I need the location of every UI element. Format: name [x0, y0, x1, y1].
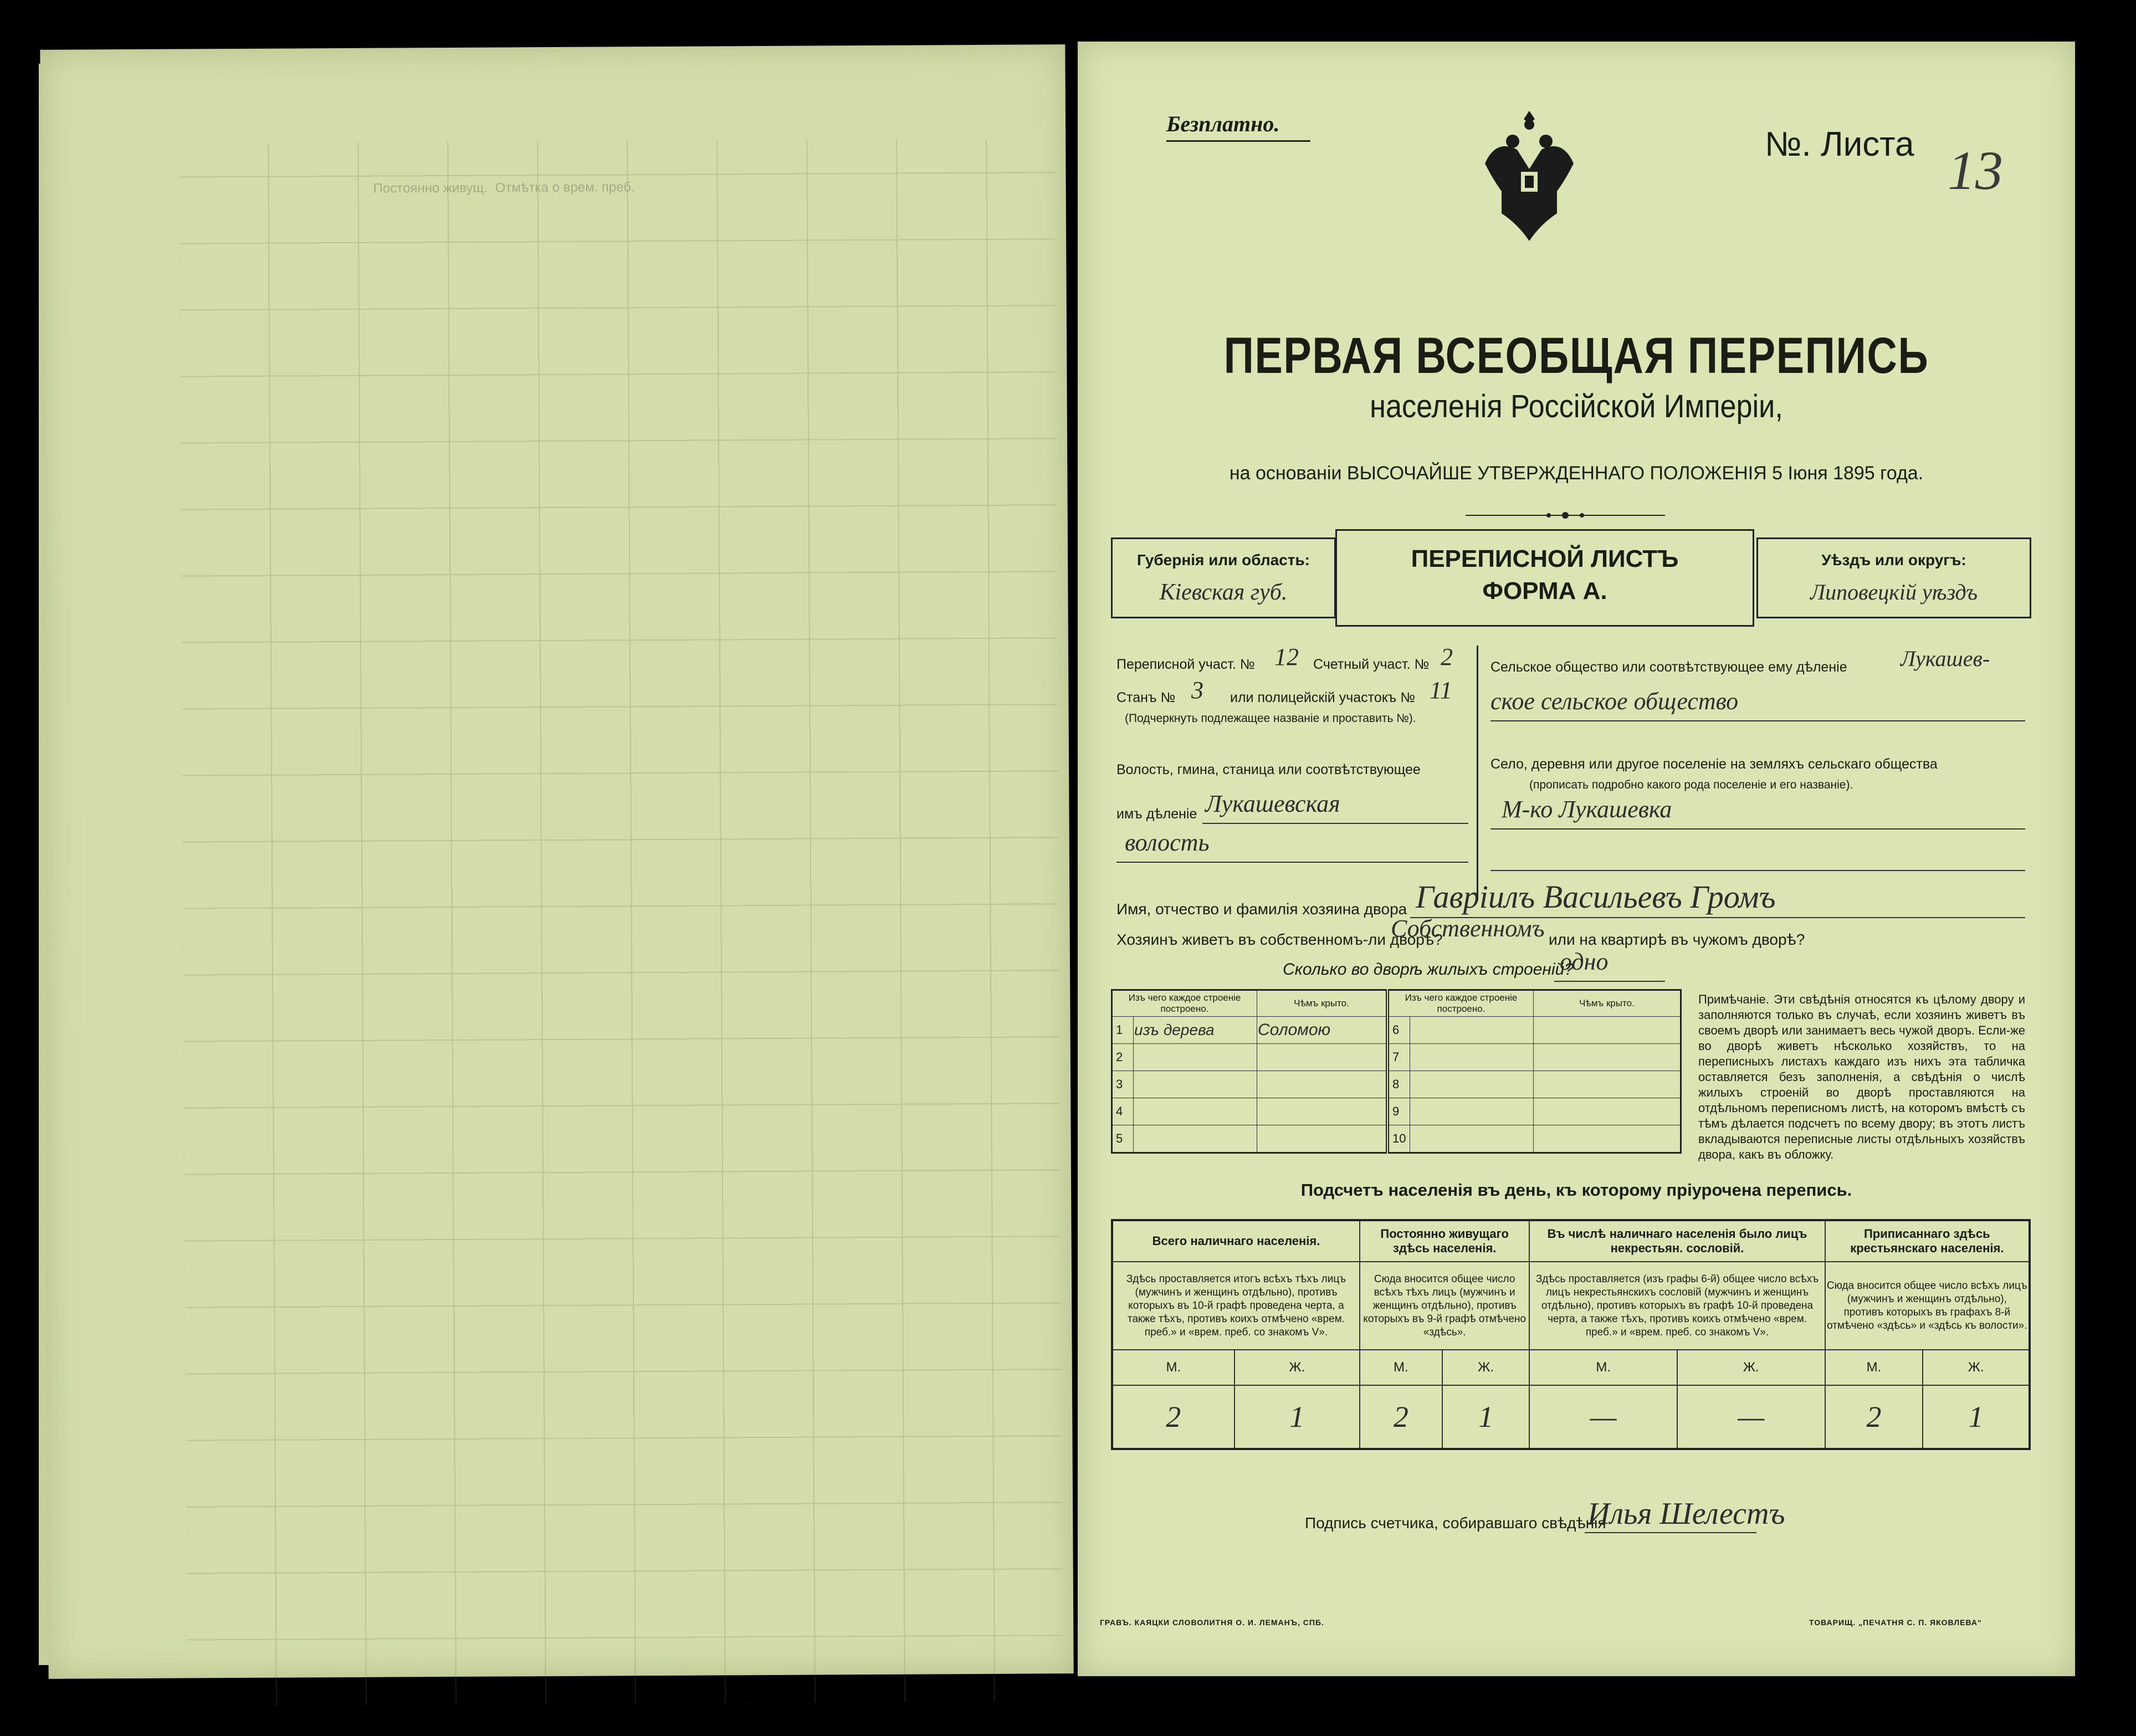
- form-basis: на основаніи ВЫСОЧАЙШЕ УТВЕРЖДЕННАГО ПОЛОЖЕНІЯ 5 Іюня 1895 года.: [1229, 463, 1924, 484]
- buildings-label: Сколько во дворѣ жилыхъ строеній?: [1283, 960, 1574, 979]
- col-head: Постоянно живущаго здѣсь населенія.: [1360, 1220, 1529, 1262]
- row-number: 7: [1387, 1044, 1410, 1071]
- village-label: Село, деревня или другое поселеніе на земляхъ сельскаго общества: [1490, 756, 1938, 772]
- col-roof-header-2: Чѣмъ крыто.: [1534, 990, 1681, 1017]
- male-count: —: [1529, 1385, 1677, 1449]
- stan-value: 3: [1191, 677, 1203, 704]
- roof-value: [1257, 1098, 1388, 1125]
- row-number: 2: [1112, 1044, 1134, 1071]
- col-built-header: Изъ чего каждое строеніе построено.: [1112, 990, 1257, 1017]
- roof-value: [1534, 1044, 1681, 1071]
- built-value: [1134, 1071, 1257, 1098]
- volost-underline: [1202, 823, 1468, 824]
- ghost-text: Отмѣтка о врем. преб.: [495, 180, 635, 196]
- police-value: 11: [1430, 677, 1452, 704]
- roof-value: [1534, 1071, 1681, 1098]
- male-label: М.: [1529, 1350, 1677, 1385]
- col-roof-header: Чѣмъ крыто.: [1257, 990, 1388, 1017]
- owner-value: Гавріилъ Васильевъ Громъ: [1416, 879, 1776, 915]
- census-area-label: Переписной участ. №: [1116, 657, 1255, 672]
- built-value: [1134, 1125, 1257, 1153]
- province-value: Кіевская губ.: [1159, 580, 1288, 605]
- village-note: (прописать подробно какого рода поселеніе и его названіе).: [1529, 779, 1853, 791]
- district-value: Липовецкій уѣздъ: [1810, 580, 1978, 605]
- faint-grid: [179, 139, 1063, 1706]
- roof-value: [1534, 1125, 1681, 1153]
- female-count: 1: [1923, 1385, 2030, 1449]
- census-area-value: 12: [1274, 643, 1299, 670]
- female-label: Ж.: [1923, 1350, 2030, 1385]
- sheet-number-handwritten: 13: [1948, 140, 2003, 201]
- signature-label: Подпись счетчика, собиравшаго свѣдѣнія: [1305, 1514, 1606, 1532]
- male-count: 2: [1825, 1385, 1923, 1449]
- form-title-line2: ФОРМА А.: [1482, 577, 1607, 605]
- row-number: 4: [1112, 1098, 1134, 1125]
- male-count: 2: [1360, 1385, 1442, 1449]
- village-underline-2: [1490, 870, 2025, 871]
- printer-left: ГРАВЪ. КАЯЦКИ СЛОВОЛИТНЯ О. И. ЛЕМАНЪ, СПБ.: [1100, 1618, 1324, 1627]
- province-label: Губернія или область:: [1136, 551, 1310, 569]
- roof-value: [1534, 1098, 1681, 1125]
- underline-note: (Подчеркнуть подлежащее названіе и проставить №).: [1125, 712, 1416, 725]
- owner-label: Имя, отчество и фамилія хозяина двора: [1116, 900, 1407, 918]
- census-form-page: [1078, 42, 2075, 1676]
- roof-value: Соломою: [1257, 1017, 1388, 1044]
- row-number: 8: [1387, 1071, 1410, 1098]
- printer-right: ТОВАРИЩ. „ПЕЧАТНЯ С. П. ЯКОВЛЕВА“: [1809, 1618, 1983, 1627]
- ornament-divider: [1466, 510, 1665, 521]
- form-title-line1: ПЕРЕПИСНОЙ ЛИСТЪ: [1411, 545, 1679, 572]
- society-label: Сельское общество или соотвѣтствующее ему дѣленіе: [1490, 659, 1847, 675]
- buildings-underline: [1554, 981, 1665, 982]
- female-count: 1: [1442, 1385, 1530, 1449]
- roof-value: [1257, 1044, 1388, 1071]
- stan-label: Станъ №: [1116, 690, 1176, 705]
- note-text: Примѣчаніе. Эти свѣдѣнія относятся къ цѣлому двору и заполняются только въ случаѣ, если хозяинъ живетъ въ своемъ дворѣ или занимаетъ весь чужой дворъ. Если-же во дворѣ живетъ нѣсколько хозяйствъ, то на переписныхъ листахъ каждаго изъ нихъ эта табличка оставляется безъ заполненія, а свѣдѣнія о числѣ жилыхъ строеній во дворѣ проставляются на отдѣльномъ переписномъ листѣ, на которомъ вмѣстѣ съ тѣмъ дѣлается подсчетъ по всему двору; въ этотъ листъ вкладываются переписные листы отдѣльныхъ хозяйствъ двора, какъ въ обложку.: [1698, 992, 2025, 1161]
- count-area-value: 2: [1441, 643, 1453, 670]
- roof-value: [1534, 1017, 1681, 1044]
- form-main-title: ПЕРВАЯ ВСЕОБЩАЯ ПЕРЕПИСЬ: [1223, 327, 1929, 384]
- free-label: Безплатно.: [1166, 111, 1280, 136]
- count-area-label: Счетный участ. №: [1313, 657, 1430, 672]
- owner-lives-label-2: или на квартирѣ въ чужомъ дворѣ?: [1549, 931, 1805, 948]
- owner-lives-label: Хозяинъ живетъ въ собственномъ-ли дворѣ?: [1116, 931, 1443, 948]
- col-head: Всего наличнаго населенія.: [1112, 1220, 1360, 1262]
- built-value: [1410, 1125, 1534, 1153]
- volost-label: Волость, гмина, станица или соотвѣтствующее: [1116, 762, 1421, 777]
- male-label: М.: [1360, 1350, 1442, 1385]
- signature-value: Илья Шелестъ: [1587, 1497, 1785, 1531]
- population-table: [1111, 1219, 2031, 1450]
- female-count: 1: [1235, 1385, 1360, 1449]
- male-label: М.: [1825, 1350, 1923, 1385]
- built-value: [1410, 1044, 1534, 1071]
- ghost-text: Постоянно живущ.: [373, 180, 488, 196]
- built-value: [1134, 1044, 1257, 1071]
- volost-underline-2: [1116, 862, 1468, 863]
- village-underline: [1490, 828, 2025, 829]
- table-row: [1112, 1098, 1681, 1125]
- column-separator: [1477, 646, 1478, 900]
- form-title-box: [1335, 529, 1754, 627]
- table-row: [1112, 1125, 1681, 1153]
- female-label: Ж.: [1235, 1350, 1360, 1385]
- row-number: 5: [1112, 1125, 1134, 1153]
- district-box: [1756, 537, 2031, 618]
- province-box: [1111, 537, 1336, 618]
- built-value: [1410, 1017, 1534, 1044]
- signature-underline: [1585, 1532, 1756, 1533]
- table-row: [1112, 1017, 1681, 1044]
- female-label: Ж.: [1442, 1350, 1530, 1385]
- built-value: изъ дерева: [1134, 1017, 1257, 1044]
- double-headed-eagle-icon: [1474, 108, 1585, 247]
- row-number: 3: [1112, 1071, 1134, 1098]
- volost-value-2: волость: [1125, 829, 1210, 856]
- table-row: [1112, 1044, 1681, 1071]
- roof-value: [1257, 1125, 1388, 1153]
- sheet-number-label: №. Листа: [1765, 125, 1914, 163]
- left-page: [40, 44, 1073, 1679]
- table-row: [1112, 1071, 1681, 1098]
- society-value-2: ское сельское общество: [1490, 688, 1739, 715]
- police-label: или полицейскій участокъ №: [1230, 690, 1416, 705]
- built-value: [1134, 1098, 1257, 1125]
- female-label: Ж.: [1677, 1350, 1825, 1385]
- row-number: 10: [1387, 1125, 1410, 1153]
- buildings-value: одно: [1560, 948, 1609, 975]
- owner-lives-value: Собственномъ: [1391, 915, 1545, 942]
- roof-value: [1257, 1071, 1388, 1098]
- population-title: Подсчетъ населенія въ день, къ которому пріурочена перепись.: [1300, 1180, 1852, 1200]
- col-built-header-2: Изъ чего каждое строеніе построено.: [1387, 990, 1534, 1017]
- buildings-table: [1111, 989, 1682, 1154]
- built-value: [1410, 1098, 1534, 1125]
- row-number: 6: [1387, 1017, 1410, 1044]
- society-value: Лукашев-: [1901, 646, 1990, 671]
- male-label: М.: [1112, 1350, 1235, 1385]
- col-desc: Здѣсь проставляется итогъ всѣхъ тѣхъ лицъ (мужчинъ и женщинъ отдѣльно), противъ которыхъ въ 10-й графѣ проведена черта, а также тѣхъ, противъ коихъ отмѣчено «врем. преб.» и «врем. преб. со знакомъ V».: [1112, 1262, 1360, 1350]
- district-label: Уѣздъ или округъ:: [1821, 551, 1966, 569]
- village-value: М-ко Лукашевка: [1502, 796, 1672, 823]
- form-subtitle: населенія Россійской Имперіи,: [1370, 388, 1783, 424]
- col-desc: Здѣсь проставляется (изъ графы 6-й) общее число всѣхъ лицъ некрестьянскихъ сословій (мужчинъ и женщинъ отдѣльно), противъ которыхъ въ графѣ 10-й проведена черта, а также тѣхъ, противъ коихъ отмѣчено «врем. преб.» и «врем. преб. со знакомъ V».: [1529, 1262, 1825, 1350]
- built-value: [1410, 1071, 1534, 1098]
- row-number: 9: [1387, 1098, 1410, 1125]
- society-underline: [1490, 720, 2025, 721]
- volost-value: Лукашевская: [1205, 790, 1340, 817]
- volost-label-2: имъ дѣленіе: [1116, 806, 1197, 822]
- free-underline: [1166, 140, 1310, 142]
- female-count: —: [1677, 1385, 1825, 1449]
- col-head: Приписаннаго здѣсь крестьянскаго населенія.: [1825, 1220, 2030, 1262]
- col-desc: Сюда вносится общее число всѣхъ тѣхъ лицъ (мужчинъ и женщинъ отдѣльно), противъ которыхъ въ 9-й графѣ отмѣчено «здѣсь».: [1360, 1262, 1529, 1350]
- male-count: 2: [1112, 1385, 1235, 1449]
- row-number: 1: [1112, 1017, 1134, 1044]
- col-head: Въ числѣ наличнаго населенія было лицъ некрестьян. сословій.: [1529, 1220, 1825, 1262]
- col-desc: Сюда вносится общее число всѣхъ лицъ (мужчинъ и женщинъ отдѣльно), противъ которыхъ въ графахъ 8-й отмѣчено «здѣсь» и «здѣсь къ волости».: [1825, 1262, 2030, 1350]
